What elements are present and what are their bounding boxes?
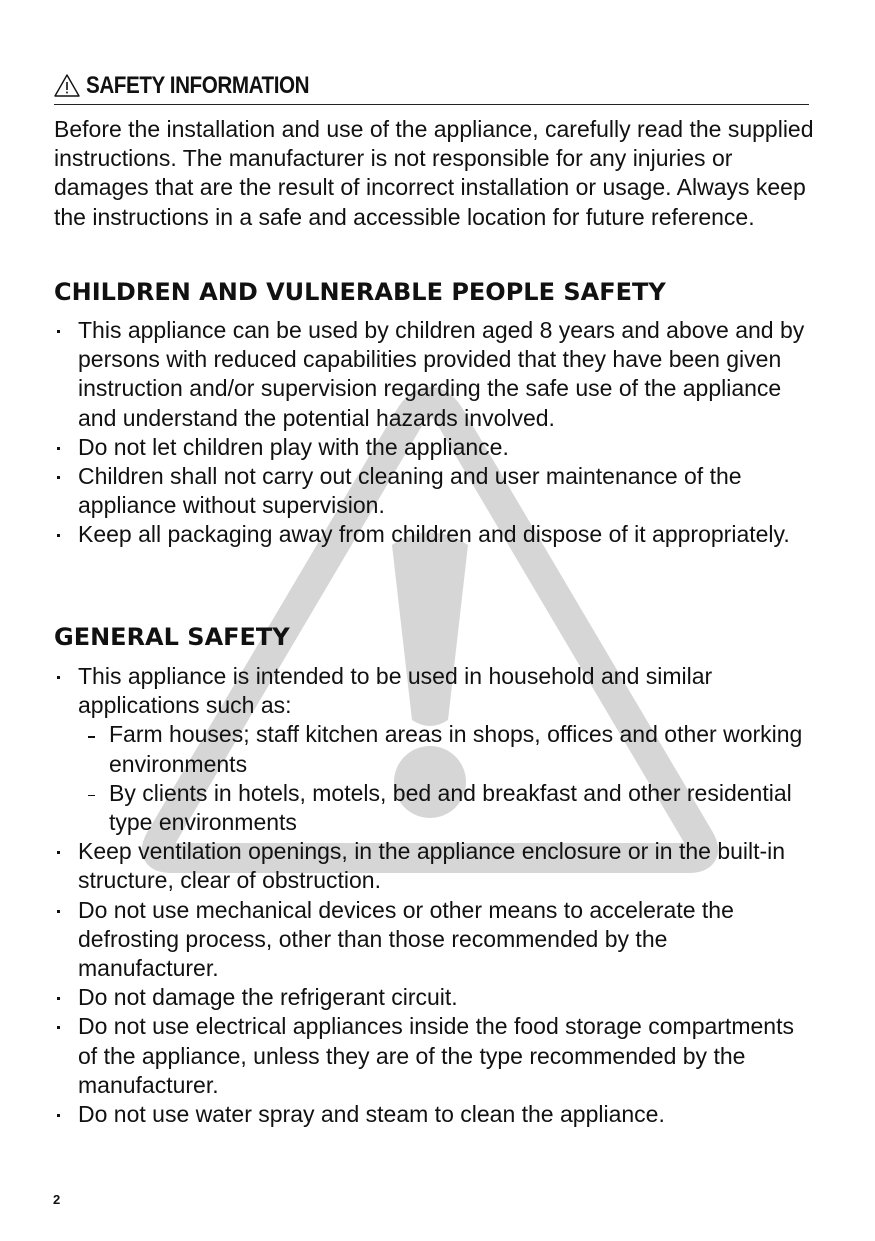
list-item: Do not damage the refrigerant circuit. [54,983,814,1012]
page-title: SAFETY INFORMATION [86,72,310,99]
sub-list-item: By clients in hotels, motels, bed and breakfast and other residential type environments [78,779,814,837]
children-safety-list [54,316,814,550]
section-title-row [54,68,809,105]
list-item: Do not use water spray and steam to clean the appliance. [54,1100,814,1129]
intro-paragraph: Before the installation and use of the appliance, carefully read the supplied instructions. The manufacturer is not responsible for any injuries or damages that are the result of incorrect installation or usage. Always keep the instructions in a safe and accessible location for future reference. [54,116,814,230]
warning-triangle-icon [54,73,80,99]
general-safety-heading: GENERAL SAFETY [54,623,290,651]
list-item: Keep all packaging away from children and dispose of it appropriately. [54,520,814,549]
page-number: 2 [53,1192,61,1207]
children-safety-heading: CHILDREN AND VULNERABLE PEOPLE SAFETY [54,278,666,306]
list-item: This appliance can be used by children aged 8 years and above and by persons with reduced capabilities provided that they have been given instruction and/or supervision regarding the safe use of the appliance and understand the potential hazards involved. [54,316,814,433]
list-item: Do not use mechanical devices or other means to accelerate the defrosting process, other than those recommended by the manufacturer. [54,896,814,984]
list-item: Do not use electrical appliances inside the food storage compartments of the appliance, unless they are of the type recommended by the manufacturer. [54,1012,814,1100]
general-safety-list [54,662,814,1129]
list-item: Keep ventilation openings, in the appliance enclosure or in the built-in structure, clear of obstruction. [54,837,814,895]
list-item: Do not let children play with the appliance. [54,433,814,462]
list-item [54,662,814,837]
list-item: Children shall not carry out cleaning and user maintenance of the appliance without supervision. [54,462,814,520]
list-item-text: This appliance is intended to be used in household and similar applications such as: [78,663,713,719]
sub-list [78,720,814,837]
sub-list-item: Farm houses; staff kitchen areas in shops, offices and other working environments [78,720,814,778]
